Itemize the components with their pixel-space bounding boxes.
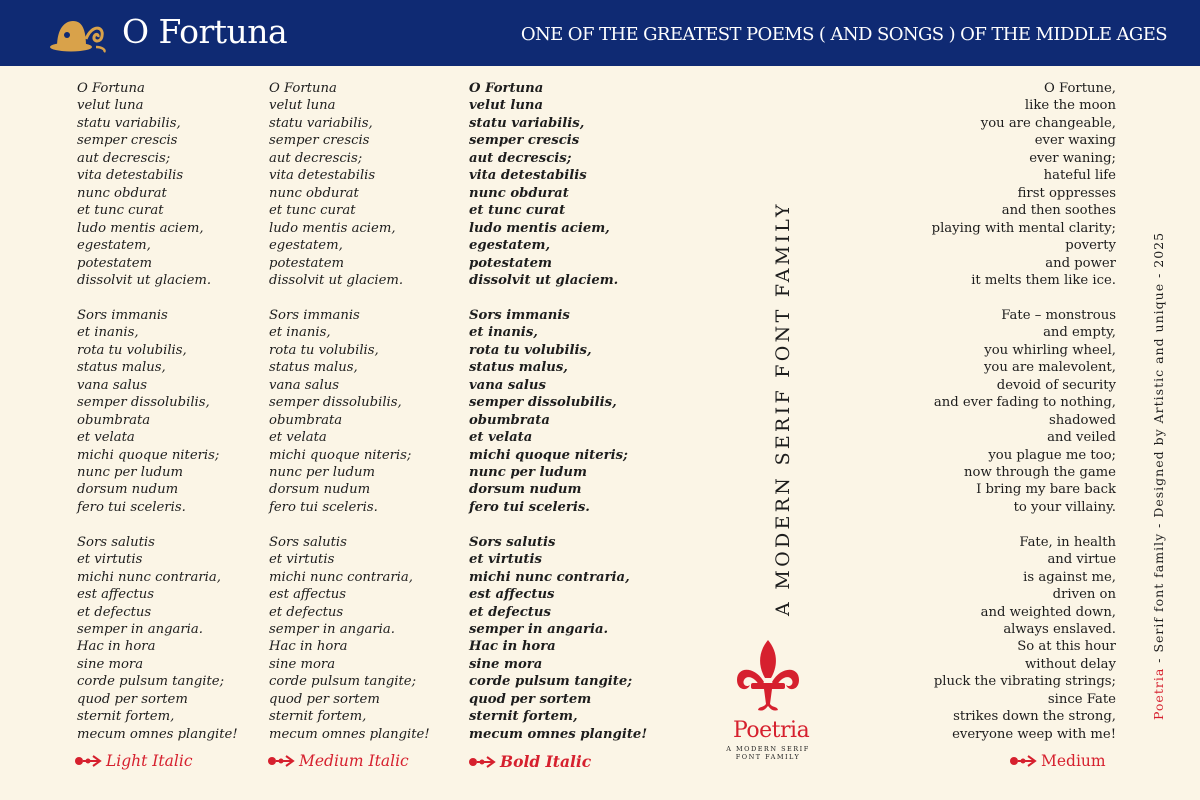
poem-line: playing with mental clarity;	[931, 220, 1116, 236]
poem-line: ever waxing	[1034, 133, 1116, 149]
poem-line: michi nunc contraria,	[269, 569, 413, 585]
poem-line: et inanis,	[77, 325, 139, 341]
poem-line: So at this hour	[1017, 639, 1116, 655]
poem-line: corde pulsum tangite;	[77, 674, 225, 690]
poem-line: et tunc curat	[269, 203, 356, 219]
poem-line: and weighted down,	[980, 604, 1116, 620]
poem-line: fero tui sceleris.	[269, 499, 378, 515]
poem-line: you are changeable,	[980, 115, 1116, 131]
arrow-icon	[1009, 754, 1037, 768]
poem-line: velut luna	[77, 98, 144, 114]
poem-line: michi nunc contraria,	[469, 569, 630, 585]
poem-line: like the moon	[1024, 98, 1116, 114]
poem-line: ever waning;	[1029, 150, 1116, 166]
poem-line: nunc per ludum	[269, 464, 375, 480]
stanza	[269, 307, 430, 516]
poem-column-medium-italic	[269, 80, 430, 761]
poem-line: status malus,	[269, 360, 358, 376]
poem-line: semper dissolubilis,	[469, 395, 617, 411]
poem-line: semper in angaria.	[469, 622, 609, 638]
poem-line: quod per sortem	[269, 691, 380, 707]
poem-line: now through the game	[964, 464, 1116, 480]
poem-line: Fate – monstrous	[1001, 307, 1116, 323]
poem-line: sternit fortem,	[77, 709, 175, 725]
poem-line: dissolvit ut glaciem.	[77, 272, 212, 288]
poem-line: nunc per ludum	[469, 464, 587, 480]
poem-line: et defectus	[469, 604, 551, 620]
poem-line: potestatem	[469, 255, 552, 271]
poem-line: strikes down the strong,	[953, 709, 1116, 725]
poem-line: dorsum nudum	[269, 482, 371, 498]
logo-icon	[46, 14, 110, 54]
poem-line: potestatem	[269, 255, 345, 271]
poem-line: without delay	[1025, 656, 1116, 672]
poem-line: Hac in hora	[269, 639, 348, 655]
poem-line: Sors immanis	[77, 307, 168, 323]
brand-subtitle-line: FONT FAMILY	[735, 753, 801, 761]
poem-line: vana salus	[77, 377, 147, 393]
stanza	[932, 534, 1116, 743]
poem-line: et inanis,	[269, 325, 331, 341]
poem-line: et velata	[269, 430, 327, 446]
poem-line: and virtue	[1047, 552, 1116, 568]
poem-line: ludo mentis aciem,	[77, 220, 204, 236]
stanza	[77, 80, 238, 289]
poem-line: semper crescis	[469, 133, 580, 149]
poem-line: nunc obdurat	[469, 185, 569, 201]
poem-line: always enslaved.	[1003, 622, 1116, 638]
poem-line: Hac in hora	[469, 639, 556, 655]
poem-line: velut luna	[269, 98, 336, 114]
poem-line: Sors immanis	[269, 307, 360, 323]
poem-line: quod per sortem	[77, 691, 188, 707]
poem-line: sternit fortem,	[269, 709, 367, 725]
poem-line: dorsum nudum	[469, 482, 582, 498]
poem-line: sine mora	[77, 656, 144, 672]
poem-line: O Fortuna	[269, 81, 337, 96]
poem-line: mecum omnes plangite!	[269, 726, 430, 742]
poem-line: O Fortuna	[77, 81, 145, 96]
poem-line: est affectus	[469, 587, 555, 603]
poem-line: Sors salutis	[269, 534, 347, 550]
poem-line: driven on	[1052, 587, 1116, 603]
poem-line: corde pulsum tangite;	[469, 674, 633, 690]
stanza	[77, 307, 238, 516]
poem-line: statu variabilis,	[469, 115, 585, 131]
poem-line: O Fortune,	[1044, 81, 1116, 96]
poem-line: aut decrescis;	[469, 150, 572, 166]
poem-line: to your villainy.	[1013, 499, 1116, 515]
poem-column-light-italic	[77, 80, 238, 761]
brand-subtitle-line: A MODERN SERIF	[726, 745, 810, 753]
poem-line: michi quoque niteris;	[77, 447, 220, 463]
poem-line: et defectus	[77, 604, 152, 620]
poem-line: you plague me too;	[988, 447, 1116, 463]
poem-line: shadowed	[1048, 412, 1116, 428]
poem-line: michi quoque niteris;	[469, 447, 628, 463]
poem-line: and power	[1045, 255, 1116, 271]
poem-line: fero tui sceleris.	[469, 499, 590, 515]
poem-line: since Fate	[1047, 691, 1116, 707]
stanza	[932, 80, 1116, 289]
poem-line: egestatem,	[469, 238, 551, 254]
poem-line: sine mora	[269, 656, 336, 672]
poem-line: Fate, in health	[1019, 534, 1116, 550]
caption-medium	[1009, 752, 1106, 770]
poem-line: ludo mentis aciem,	[469, 220, 610, 236]
poem-column-english-medium	[932, 80, 1116, 761]
poem-line: obumbrata	[77, 412, 151, 428]
poem-line: rota tu volubilis,	[469, 342, 592, 358]
poem-line: et virtutis	[269, 552, 335, 568]
poem-line: rota tu volubilis,	[77, 342, 187, 358]
poem-line: and ever fading to nothing,	[933, 395, 1116, 411]
poem-line: first oppresses	[1017, 185, 1116, 201]
poem-line: velut luna	[469, 98, 544, 114]
poem-line: semper in angaria.	[77, 622, 203, 638]
poem-line: is against me,	[1023, 569, 1116, 585]
poem-line: status malus,	[77, 360, 166, 376]
poem-line: everyone weep with me!	[952, 726, 1116, 742]
poem-line: I bring my bare back	[976, 482, 1116, 498]
poem-line: O Fortuna	[469, 81, 544, 96]
poem-line: et velata	[469, 430, 533, 446]
poem-line: dissolvit ut glaciem.	[269, 272, 404, 288]
poem-line: egestatem,	[77, 238, 151, 254]
stanza	[469, 80, 647, 289]
poem-line: poverty	[1065, 238, 1116, 254]
poem-line: dorsum nudum	[77, 482, 179, 498]
stanza	[469, 534, 647, 743]
arrow-icon	[74, 754, 102, 768]
arrow-icon	[468, 755, 496, 769]
poem-line: Hac in hora	[77, 639, 156, 655]
side-credit	[1151, 232, 1166, 720]
stanza	[932, 307, 1116, 516]
poem-line: fero tui sceleris.	[77, 499, 186, 515]
poem-line: ludo mentis aciem,	[269, 220, 396, 236]
poem-line: Sors immanis	[469, 307, 570, 323]
poem-line: hateful life	[1043, 168, 1116, 184]
poem-line: egestatem,	[269, 238, 343, 254]
fleur-de-lis-icon	[733, 638, 803, 718]
poem-line: pluck the vibrating strings;	[933, 674, 1116, 690]
caption-label: Bold Italic	[500, 752, 592, 771]
poem-line: aut decrescis;	[269, 150, 363, 166]
poem-line: you are malevolent,	[983, 360, 1116, 376]
poem-line: it melts them like ice.	[971, 272, 1116, 288]
page-title: O Fortuna	[122, 12, 288, 51]
caption-label: Medium Italic	[299, 752, 409, 770]
poem-line: michi nunc contraria,	[77, 569, 221, 585]
stanza	[269, 80, 430, 289]
poem-line: and empty,	[1043, 325, 1116, 341]
stanza	[269, 534, 430, 743]
poem-line: vita detestabilis	[269, 168, 376, 184]
poem-line: semper dissolubilis,	[269, 395, 402, 411]
poem-line: est affectus	[269, 587, 347, 603]
poem-line: and then soothes	[1001, 203, 1116, 219]
poem-line: nunc per ludum	[77, 464, 183, 480]
poem-line: et tunc curat	[469, 203, 566, 219]
poem-line: semper dissolubilis,	[77, 395, 210, 411]
poem-line: semper crescis	[269, 133, 370, 149]
poem-line: et virtutis	[469, 552, 542, 568]
poem-line: sine mora	[469, 656, 543, 672]
poem-line: nunc obdurat	[77, 185, 167, 201]
caption-label: Medium	[1041, 752, 1106, 770]
poem-line: rota tu volubilis,	[269, 342, 379, 358]
poem-line: nunc obdurat	[269, 185, 359, 201]
poem-line: corde pulsum tangite;	[269, 674, 417, 690]
poem-line: vita detestabilis	[469, 168, 587, 184]
poem-line: semper crescis	[77, 133, 178, 149]
poem-column-bold-italic	[469, 80, 647, 761]
header-bar	[0, 0, 1200, 66]
poem-line: and veiled	[1047, 430, 1116, 446]
poem-line: obumbrata	[269, 412, 343, 428]
poem-line: Sors salutis	[77, 534, 155, 550]
stanza	[469, 307, 647, 516]
stanza	[77, 534, 238, 743]
brand-name: Poetria	[733, 718, 810, 743]
poem-line: et defectus	[269, 604, 344, 620]
caption-light-italic	[74, 752, 193, 770]
poem-line: potestatem	[77, 255, 153, 271]
caption-medium-italic	[267, 752, 409, 770]
poem-line: vita detestabilis	[77, 168, 184, 184]
poem-line: est affectus	[77, 587, 155, 603]
side-credit-text: - Serif font family - Designed by Artistic and unique - 2025	[1151, 231, 1166, 668]
poem-line: vana salus	[469, 377, 546, 393]
brand-subtitle	[720, 745, 816, 761]
poem-line: sternit fortem,	[469, 709, 578, 725]
poem-line: mecum omnes plangite!	[469, 726, 648, 742]
poem-line: quod per sortem	[469, 691, 592, 707]
poem-line: et velata	[77, 430, 135, 446]
poem-line: you whirling wheel,	[984, 342, 1116, 358]
poem-line: michi quoque niteris;	[269, 447, 412, 463]
page-tagline: ONE OF THE GREATEST POEMS ( AND SONGS ) OF THE MIDDLE AGES	[520, 24, 1167, 45]
poem-line: dissolvit ut glaciem.	[469, 272, 619, 288]
poem-line: semper in angaria.	[269, 622, 395, 638]
poem-line: statu variabilis,	[269, 115, 373, 131]
poem-line: et virtutis	[77, 552, 143, 568]
poem-line: devoid of security	[996, 377, 1116, 393]
poem-line: Sors salutis	[469, 534, 556, 550]
poem-line: mecum omnes plangite!	[77, 726, 238, 742]
arrow-icon	[267, 754, 295, 768]
poem-line: statu variabilis,	[77, 115, 181, 131]
vertical-label: A MODERN SERIF FONT FAMILY	[772, 201, 794, 616]
poem-line: obumbrata	[469, 412, 550, 428]
caption-label: Light Italic	[106, 752, 193, 770]
poem-line: et inanis,	[469, 325, 538, 341]
poem-line: et tunc curat	[77, 203, 164, 219]
poem-line: aut decrescis;	[77, 150, 171, 166]
caption-bold-italic	[468, 752, 591, 771]
side-credit-brand: Poetria	[1151, 667, 1166, 720]
poem-line: vana salus	[269, 377, 339, 393]
poem-line: status malus,	[469, 360, 568, 376]
